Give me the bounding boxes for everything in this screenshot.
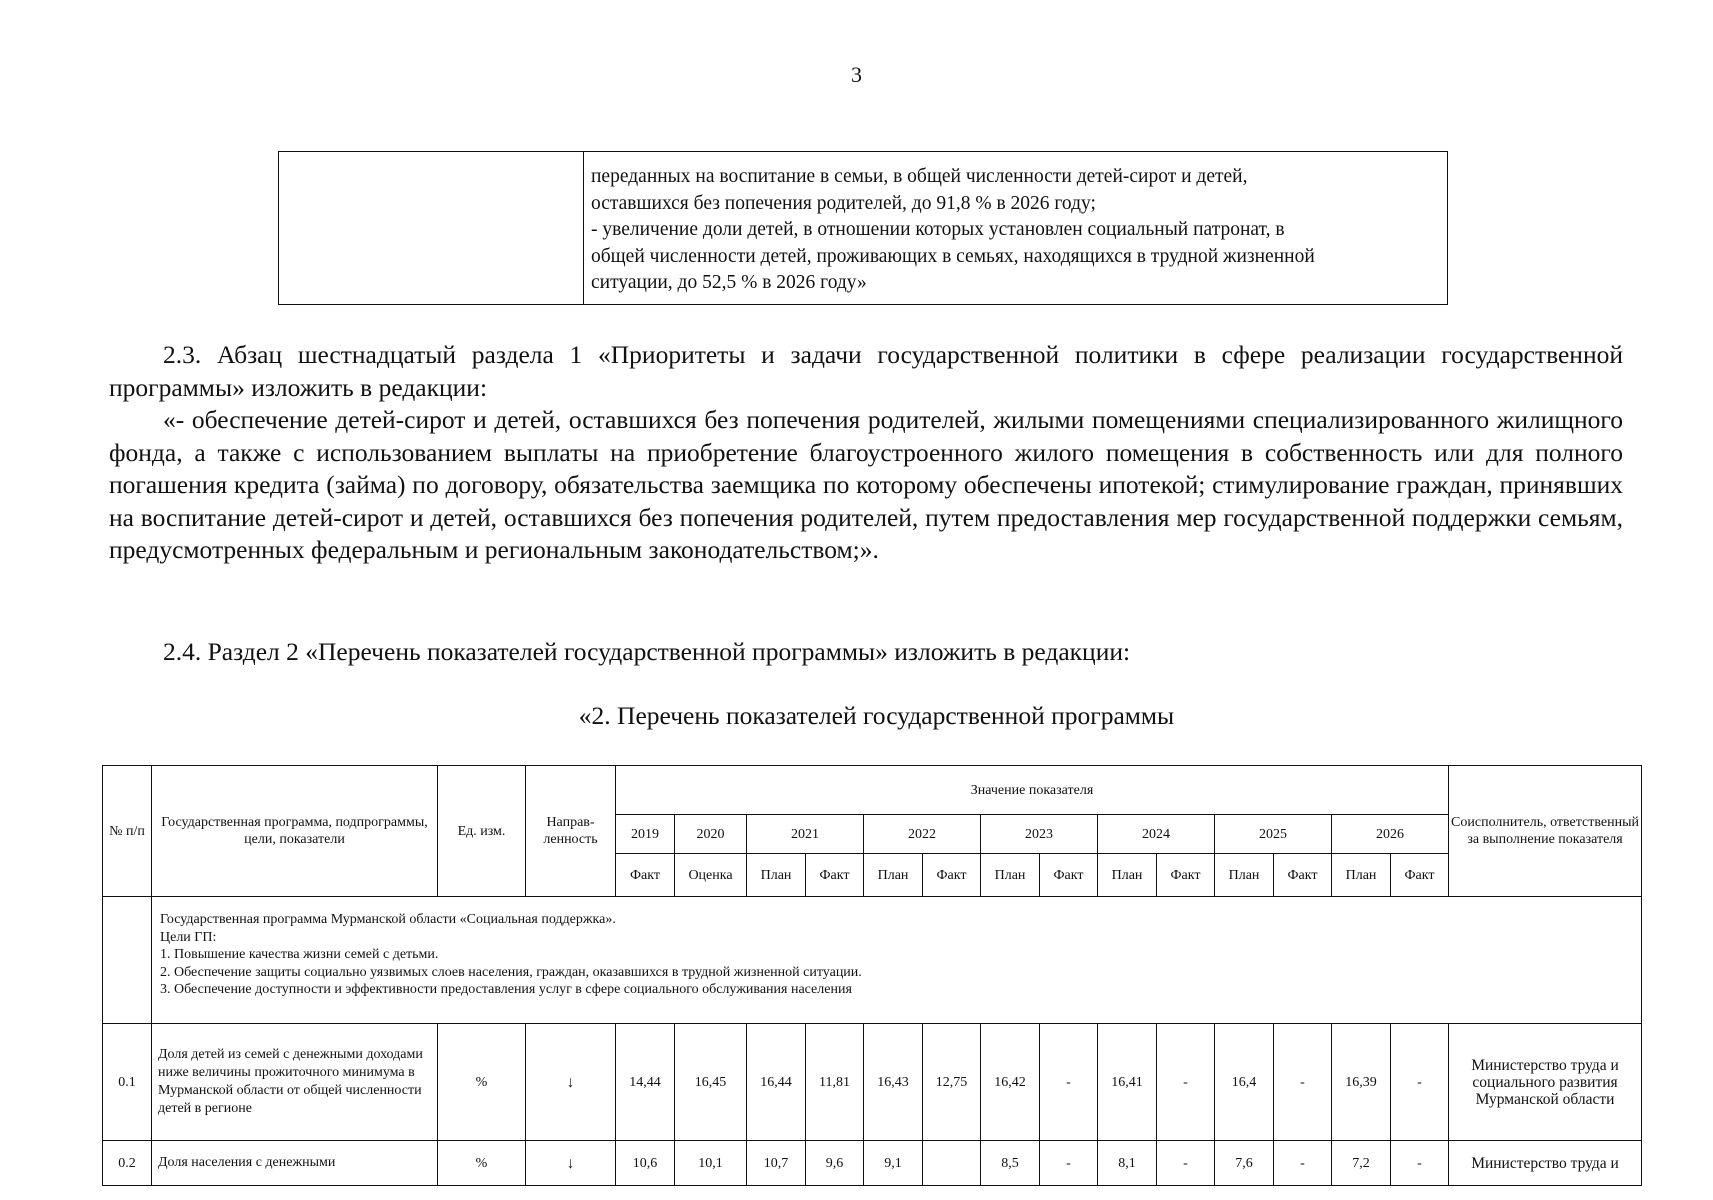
row-name: Доля детей из семей с денежными доходами ниже величины прожиточного минимума в Мурманской области от общей численности детей в регионе <box>152 1024 438 1141</box>
goal-line: 1. Повышение качества жизни семей с детьми. <box>160 947 439 962</box>
header-subcol: Факт <box>1040 854 1098 897</box>
table-title: «2. Перечень показателей государственной программы <box>578 701 1175 730</box>
section-2-3 <box>109 339 1623 567</box>
header-subcol: Факт <box>923 854 981 897</box>
header-unit: Ед. изм. <box>438 766 526 897</box>
table-row <box>103 1024 1642 1141</box>
header-subcol: Факт <box>1274 854 1332 897</box>
header-year: 2026 <box>1332 815 1449 854</box>
header-executor: Соисполнитель, ответственный за выполнение показателя <box>1449 766 1642 897</box>
header-value-group: Значение показателя <box>616 766 1449 815</box>
continuation-text-cell <box>584 152 1448 305</box>
goal-line: 3. Обеспечение доступности и эффективности предоставления услуг в сфере социального обслуживания населения <box>160 982 852 997</box>
header-num: № п/п <box>103 766 152 897</box>
row-value: 7,6 <box>1215 1141 1274 1186</box>
row-value: 16,43 <box>864 1024 923 1141</box>
row-unit: % <box>438 1141 526 1186</box>
row-value: 9,1 <box>864 1141 923 1186</box>
header-direction: Направ-ленность <box>526 766 616 897</box>
row-value: 14,44 <box>616 1024 675 1141</box>
row-value <box>923 1141 981 1186</box>
header-subcol: План <box>1215 854 1274 897</box>
row-value: - <box>1040 1141 1098 1186</box>
row-executor: Министерство труда и социального развития Мурманской области <box>1449 1024 1642 1141</box>
row-unit: % <box>438 1024 526 1141</box>
row-num: 0.1 <box>103 1024 152 1141</box>
row-value: 16,42 <box>981 1024 1040 1141</box>
goal-line: 2. Обеспечение защиты социально уязвимых слоев населения, граждан, оказавшихся в трудной жизненной ситуации. <box>160 964 862 980</box>
header-subcol: План <box>1332 854 1391 897</box>
row-direction: ↓ <box>526 1024 616 1141</box>
row-value: 10,7 <box>747 1141 806 1186</box>
page-number: 3 <box>851 62 862 87</box>
text-line: переданных на воспитание в семьи, в общей численности детей-сирот и детей, <box>591 166 1248 187</box>
header-year: 2021 <box>747 815 864 854</box>
row-value: 10,6 <box>616 1141 675 1186</box>
section-2-4 <box>109 636 1623 669</box>
row-value: - <box>1274 1024 1332 1141</box>
header-year: 2025 <box>1215 815 1332 854</box>
row-value: - <box>1157 1024 1215 1141</box>
row-value: 16,41 <box>1098 1024 1157 1141</box>
goal-line: Государственная программа Мурманской области «Социальная поддержка». <box>160 912 616 927</box>
row-value: - <box>1157 1141 1215 1186</box>
header-year: 2022 <box>864 815 981 854</box>
empty-cell <box>279 152 584 305</box>
row-value: 8,5 <box>981 1141 1040 1186</box>
goal-line: Цели ГП: <box>160 929 217 945</box>
row-value: 16,39 <box>1332 1024 1391 1141</box>
row-value: 16,45 <box>675 1024 747 1141</box>
row-value: 9,6 <box>806 1141 864 1186</box>
header-subcol: Факт <box>1157 854 1215 897</box>
header-subcol: Факт <box>1391 854 1449 897</box>
table-row <box>103 1141 1642 1186</box>
header-subcol: План <box>1098 854 1157 897</box>
row-value: - <box>1391 1024 1449 1141</box>
header-year: 2023 <box>981 815 1098 854</box>
paragraph: 2.4. Раздел 2 «Перечень показателей государственной программы» изложить в редакции: <box>163 637 1131 666</box>
header-subcol: План <box>747 854 806 897</box>
paragraph: «- обеспечение детей-сирот и детей, оставшихся без попечения родителей, жилыми помещениями специализированного жилищного фонда, а также с использованием выплаты на приобретение благоустроенного жилого помещения в собственность или для полного погашения кредита (займа) по договору, обязательства заемщика по которому обеспечены ипотекой; стимулирование граждан, принявших на воспитание детей-сирот и детей, оставшихся без попечения родителей, путем предоставления мер государственной поддержки семьям, предусмотренных федеральным и региональным законодательством;». <box>109 405 1623 564</box>
continuation-table <box>278 151 1448 305</box>
row-value: 11,81 <box>806 1024 864 1141</box>
header-subcol: Оценка <box>675 854 747 897</box>
row-value: - <box>1274 1141 1332 1186</box>
header-name: Государственная программа, подпрограммы, цели, показатели <box>152 766 438 897</box>
row-num: 0.2 <box>103 1141 152 1186</box>
indicators-table <box>102 765 1642 1186</box>
header-year: 2019 <box>616 815 675 854</box>
header-year: 2024 <box>1098 815 1215 854</box>
goal-num-cell <box>103 897 152 1024</box>
row-value: 16,44 <box>747 1024 806 1141</box>
row-direction: ↓ <box>526 1141 616 1186</box>
text-line: общей численности детей, проживающих в семьях, находящихся в трудной жизненной <box>591 245 1315 267</box>
row-value: - <box>1391 1141 1449 1186</box>
row-value: 10,1 <box>675 1141 747 1186</box>
row-value: - <box>1040 1024 1098 1141</box>
row-value: 8,1 <box>1098 1141 1157 1186</box>
row-name: Доля населения с денежными <box>152 1141 438 1186</box>
header-subcol: Факт <box>616 854 675 897</box>
row-value: 7,2 <box>1332 1141 1391 1186</box>
text-line: оставшихся без попечения родителей, до 91,8 % в 2026 году; <box>591 192 1096 214</box>
text-line: ситуации, до 52,5 % в 2026 году» <box>591 272 867 293</box>
goal-block <box>152 897 1642 1024</box>
row-value: 16,4 <box>1215 1024 1274 1141</box>
text-line: - увеличение доли детей, в отношении которых установлен социальный патронат, в <box>591 219 1285 240</box>
header-subcol: План <box>981 854 1040 897</box>
row-executor: Министерство труда и <box>1449 1141 1642 1186</box>
header-subcol: План <box>864 854 923 897</box>
paragraph: 2.3. Абзац шестнадцатый раздела 1 «Приоритеты и задачи государственной политики в сфере реализации государственной программы» изложить в редакции: <box>109 340 1623 402</box>
row-value: 12,75 <box>923 1024 981 1141</box>
header-subcol: Факт <box>806 854 864 897</box>
header-year: 2020 <box>675 815 747 854</box>
